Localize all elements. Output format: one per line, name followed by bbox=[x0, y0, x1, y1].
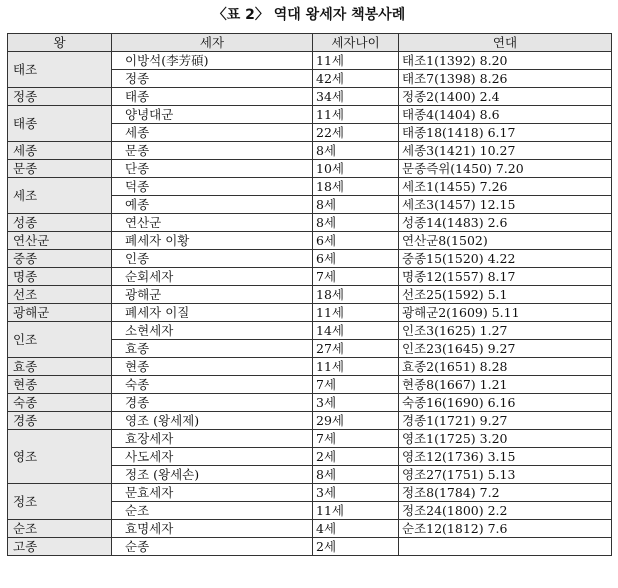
age-cell: 14세 bbox=[313, 322, 399, 340]
prince-cell: 순조 bbox=[112, 502, 313, 520]
king-cell: 정조 bbox=[8, 484, 112, 520]
king-cell: 명종 bbox=[8, 268, 112, 286]
table-row bbox=[8, 394, 612, 412]
prince-cell: 순회세자 bbox=[112, 268, 313, 286]
age-cell: 3세 bbox=[313, 484, 399, 502]
king-cell: 경종 bbox=[8, 412, 112, 430]
era-cell: 태조7(1398) 8.26 bbox=[399, 70, 612, 88]
era-cell: 세조1(1455) 7.26 bbox=[399, 178, 612, 196]
age-cell: 11세 bbox=[313, 502, 399, 520]
age-cell: 10세 bbox=[313, 160, 399, 178]
era-cell: 경종1(1721) 9.27 bbox=[399, 412, 612, 430]
king-cell: 연산군 bbox=[8, 232, 112, 250]
header-era: 연대 bbox=[399, 34, 612, 52]
age-cell: 8세 bbox=[313, 466, 399, 484]
prince-cell: 예종 bbox=[112, 196, 313, 214]
prince-cell: 폐세자 이질 bbox=[112, 304, 313, 322]
table-row bbox=[8, 430, 612, 448]
era-cell: 정종2(1400) 2.4 bbox=[399, 88, 612, 106]
king-cell: 세종 bbox=[8, 142, 112, 160]
era-cell: 태조1(1392) 8.20 bbox=[399, 52, 612, 70]
era-cell bbox=[399, 538, 612, 556]
era-cell: 순조12(1812) 7.6 bbox=[399, 520, 612, 538]
prince-cell: 사도세자 bbox=[112, 448, 313, 466]
age-cell: 11세 bbox=[313, 304, 399, 322]
table-row bbox=[8, 160, 612, 178]
prince-cell: 인종 bbox=[112, 250, 313, 268]
era-cell: 연산군8(1502) bbox=[399, 232, 612, 250]
prince-cell: 경종 bbox=[112, 394, 313, 412]
header-row bbox=[8, 34, 612, 52]
age-cell: 6세 bbox=[313, 250, 399, 268]
prince-cell: 순종 bbox=[112, 538, 313, 556]
age-cell: 7세 bbox=[313, 268, 399, 286]
king-cell: 선조 bbox=[8, 286, 112, 304]
table-row bbox=[8, 520, 612, 538]
age-cell: 8세 bbox=[313, 214, 399, 232]
header-king: 왕 bbox=[8, 34, 112, 52]
king-cell: 태종 bbox=[8, 106, 112, 142]
prince-cell: 정조 (왕세손) bbox=[112, 466, 313, 484]
header-prince: 세자 bbox=[112, 34, 313, 52]
age-cell: 34세 bbox=[313, 88, 399, 106]
prince-cell: 효명세자 bbox=[112, 520, 313, 538]
age-cell: 8세 bbox=[313, 142, 399, 160]
table-row bbox=[8, 286, 612, 304]
age-cell: 2세 bbox=[313, 448, 399, 466]
prince-cell: 효종 bbox=[112, 340, 313, 358]
prince-cell: 문종 bbox=[112, 142, 313, 160]
prince-cell: 숙종 bbox=[112, 376, 313, 394]
age-cell: 3세 bbox=[313, 394, 399, 412]
era-cell: 문종즉위(1450) 7.20 bbox=[399, 160, 612, 178]
era-cell: 성종14(1483) 2.6 bbox=[399, 214, 612, 232]
prince-cell: 덕종 bbox=[112, 178, 313, 196]
prince-cell: 세종 bbox=[112, 124, 313, 142]
age-cell: 42세 bbox=[313, 70, 399, 88]
age-cell: 11세 bbox=[313, 106, 399, 124]
era-cell: 인조23(1645) 9.27 bbox=[399, 340, 612, 358]
table-row bbox=[8, 322, 612, 340]
king-cell: 중종 bbox=[8, 250, 112, 268]
age-cell: 8세 bbox=[313, 196, 399, 214]
era-cell: 태종4(1404) 8.6 bbox=[399, 106, 612, 124]
prince-cell: 이방석(李芳碩) bbox=[112, 52, 313, 70]
age-cell: 29세 bbox=[313, 412, 399, 430]
king-cell: 태조 bbox=[8, 52, 112, 88]
era-cell: 영조1(1725) 3.20 bbox=[399, 430, 612, 448]
king-cell: 성종 bbox=[8, 214, 112, 232]
table-row bbox=[8, 304, 612, 322]
era-cell: 인조3(1625) 1.27 bbox=[399, 322, 612, 340]
prince-cell: 단종 bbox=[112, 160, 313, 178]
prince-cell: 폐세자 이황 bbox=[112, 232, 313, 250]
king-cell: 광해군 bbox=[8, 304, 112, 322]
prince-cell: 태종 bbox=[112, 88, 313, 106]
prince-cell: 양녕대군 bbox=[112, 106, 313, 124]
era-cell: 정조24(1800) 2.2 bbox=[399, 502, 612, 520]
era-cell: 현종8(1667) 1.21 bbox=[399, 376, 612, 394]
crown-prince-table bbox=[7, 33, 612, 556]
era-cell: 선조25(1592) 5.1 bbox=[399, 286, 612, 304]
table-row bbox=[8, 178, 612, 196]
prince-cell: 광해군 bbox=[112, 286, 313, 304]
era-cell: 숙종16(1690) 6.16 bbox=[399, 394, 612, 412]
table-row bbox=[8, 250, 612, 268]
table-row bbox=[8, 142, 612, 160]
age-cell: 7세 bbox=[313, 430, 399, 448]
header-age: 세자나이 bbox=[313, 34, 399, 52]
era-cell: 중종15(1520) 4.22 bbox=[399, 250, 612, 268]
king-cell: 세조 bbox=[8, 178, 112, 214]
king-cell: 순조 bbox=[8, 520, 112, 538]
king-cell: 현종 bbox=[8, 376, 112, 394]
king-cell: 영조 bbox=[8, 430, 112, 484]
era-cell: 세조3(1457) 12.15 bbox=[399, 196, 612, 214]
age-cell: 22세 bbox=[313, 124, 399, 142]
king-cell: 정종 bbox=[8, 88, 112, 106]
table-title: 〈표 2〉 역대 왕세자 책봉사례 bbox=[212, 7, 406, 23]
age-cell: 2세 bbox=[313, 538, 399, 556]
table-row bbox=[8, 214, 612, 232]
table-body bbox=[8, 52, 612, 556]
table-row bbox=[8, 88, 612, 106]
age-cell: 18세 bbox=[313, 178, 399, 196]
age-cell: 27세 bbox=[313, 340, 399, 358]
age-cell: 4세 bbox=[313, 520, 399, 538]
age-cell: 18세 bbox=[313, 286, 399, 304]
age-cell: 11세 bbox=[313, 52, 399, 70]
era-cell: 영조12(1736) 3.15 bbox=[399, 448, 612, 466]
prince-cell: 문효세자 bbox=[112, 484, 313, 502]
table-row bbox=[8, 412, 612, 430]
era-cell: 정조8(1784) 7.2 bbox=[399, 484, 612, 502]
era-cell: 태종18(1418) 6.17 bbox=[399, 124, 612, 142]
prince-cell: 정종 bbox=[112, 70, 313, 88]
era-cell: 광해군2(1609) 5.11 bbox=[399, 304, 612, 322]
king-cell: 고종 bbox=[8, 538, 112, 556]
prince-cell: 연산군 bbox=[112, 214, 313, 232]
table-row bbox=[8, 376, 612, 394]
king-cell: 효종 bbox=[8, 358, 112, 376]
table-row bbox=[8, 484, 612, 502]
table-row bbox=[8, 358, 612, 376]
era-cell: 영조27(1751) 5.13 bbox=[399, 466, 612, 484]
era-cell: 명종12(1557) 8.17 bbox=[399, 268, 612, 286]
king-cell: 인조 bbox=[8, 322, 112, 358]
table-row bbox=[8, 52, 612, 70]
table-row bbox=[8, 268, 612, 286]
era-cell: 세종3(1421) 10.27 bbox=[399, 142, 612, 160]
age-cell: 6세 bbox=[313, 232, 399, 250]
prince-cell: 영조 (왕세제) bbox=[112, 412, 313, 430]
era-cell: 효종2(1651) 8.28 bbox=[399, 358, 612, 376]
age-cell: 7세 bbox=[313, 376, 399, 394]
king-cell: 숙종 bbox=[8, 394, 112, 412]
table-row bbox=[8, 106, 612, 124]
king-cell: 문종 bbox=[8, 160, 112, 178]
table-row bbox=[8, 538, 612, 556]
prince-cell: 현종 bbox=[112, 358, 313, 376]
prince-cell: 효장세자 bbox=[112, 430, 313, 448]
age-cell: 11세 bbox=[313, 358, 399, 376]
prince-cell: 소현세자 bbox=[112, 322, 313, 340]
table-row bbox=[8, 232, 612, 250]
